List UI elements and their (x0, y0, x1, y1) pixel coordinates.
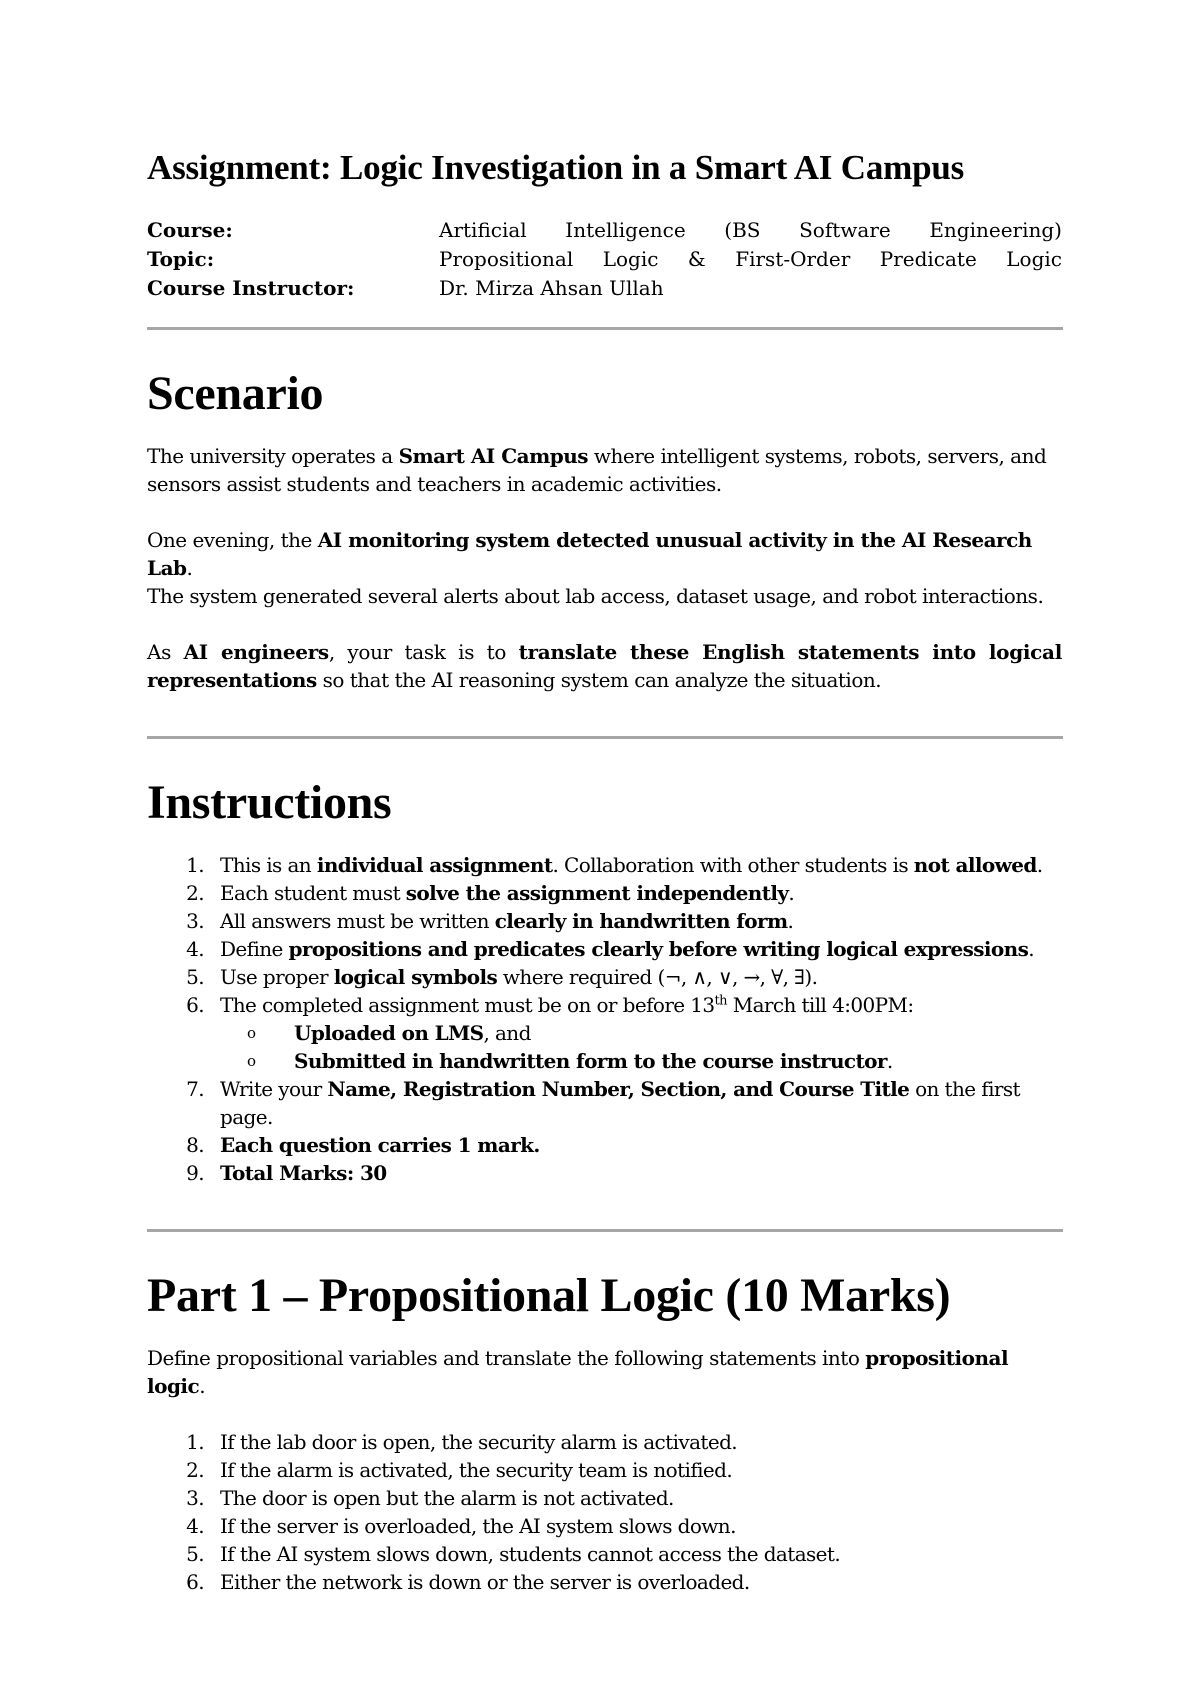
list-item: 1. If the lab door is open, the security alarm is activated. (186, 1430, 738, 1454)
list-item: 4. If the server is overloaded, the AI system slows down. (186, 1514, 736, 1538)
list-item: 2. If the alarm is activated, the security team is notified. (186, 1458, 733, 1482)
section-divider (147, 327, 1063, 330)
part1-heading: Part 1 – Propositional Logic (10 Marks) (147, 1269, 951, 1322)
section-divider (147, 1229, 1063, 1232)
instructions-sublist (147, 1019, 893, 1075)
scenario-paragraph-2: One evening, the AI monitoring system detected unusual activity in the AI Research Lab. The system generated several alerts about lab access, dataset usage, and robot interactions. (147, 528, 1044, 608)
meta-course-row (147, 216, 1062, 245)
bullet-icon: o (247, 1052, 256, 1070)
sublist-item: o Uploaded on LMS, and (147, 1019, 893, 1047)
course-value: Artificial Intelligence (BS Software Engineering) (439, 218, 1062, 242)
list-item: 7. Write your Name, Registration Number, Section, and Course Title on the first page. (186, 1077, 1020, 1129)
section-divider (147, 736, 1063, 739)
list-item: 6. Either the network is down or the server is overloaded. (186, 1570, 750, 1594)
list-item: 4. Define propositions and predicates clearly before writing logical expressions. (186, 937, 1034, 961)
topic-label: Topic: (147, 247, 215, 271)
topic-value: Propositional Logic & First-Order Predicate Logic (439, 247, 1062, 271)
part1-intro: Define propositional variables and translate the following statements into propositional logic. (147, 1346, 1009, 1398)
document-content (147, 140, 1062, 1596)
instructions-list (147, 851, 1062, 1187)
list-item: 6. The completed assignment must be on or before 13th March till 4:00PM: (186, 993, 914, 1017)
meta-topic-row (147, 245, 1062, 274)
document-title: Assignment: Logic Investigation in a Smart AI Campus (147, 148, 965, 187)
list-item: 3. All answers must be written clearly in handwritten form. (186, 909, 794, 933)
course-meta (147, 216, 1062, 303)
list-item: 5. Use proper logical symbols where required (¬, ∧, ∨, →, ∀, ∃). (186, 965, 818, 989)
instructor-value: Dr. Mirza Ahsan Ullah (439, 276, 664, 300)
scenario-heading: Scenario (147, 367, 324, 420)
instructor-label: Course Instructor: (147, 276, 355, 300)
instructions-heading: Instructions (147, 776, 392, 829)
course-label: Course: (147, 218, 233, 242)
scenario-paragraph-3: As AI engineers, your task is to translate these English statements into logical representations so that the AI reasoning system can analyze the situation. (147, 640, 1063, 692)
bullet-icon: o (247, 1024, 256, 1042)
scenario-paragraph-1: The university operates a Smart AI Campus where intelligent systems, robots, servers, and sensors assist students and teachers in academic activities. (147, 444, 1047, 496)
list-item: 1. This is an individual assignment. Collaboration with other students is not allowed. (186, 853, 1043, 877)
list-item: 3. The door is open but the alarm is not activated. (186, 1486, 674, 1510)
list-item (147, 1019, 1062, 1075)
list-item: 2. Each student must solve the assignment independently. (186, 881, 795, 905)
list-item: 5. If the AI system slows down, students cannot access the dataset. (186, 1542, 841, 1566)
list-item: 9. Total Marks: 30 (186, 1161, 387, 1185)
list-item: 8. Each question carries 1 mark. (186, 1133, 540, 1157)
part1-question-list (147, 1428, 1062, 1596)
meta-instructor-row (147, 274, 1062, 303)
sublist-item: o Submitted in handwritten form to the course instructor. (147, 1047, 893, 1075)
